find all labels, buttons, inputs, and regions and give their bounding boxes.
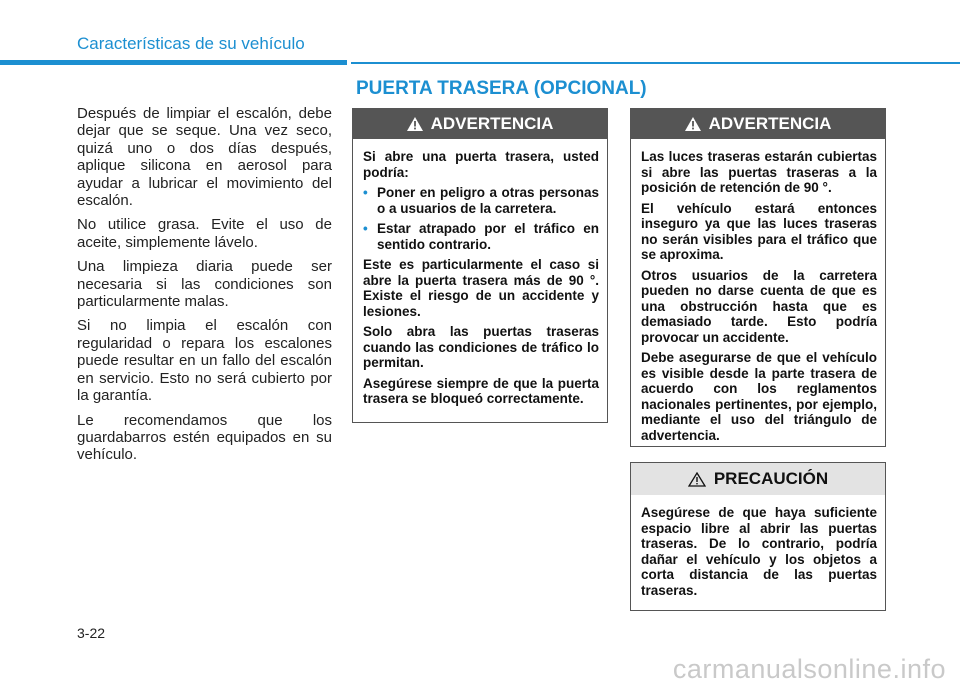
header-rule-thick (0, 60, 347, 65)
list-item-text: Estar atrapado por el tráfico en sentido contrario. (377, 221, 599, 252)
header-title: Características de su vehículo (77, 34, 305, 53)
paragraph: Después de limpiar el escalón, debe dejar que se seque. Una vez seco, quizá uno o dos días después, aplique silicona en aerosol para ayudar a lubricar el movimiento del escalón. (77, 105, 332, 210)
caution-header (631, 463, 885, 495)
warning-triangle-icon (688, 472, 706, 487)
warning-paragraph: Otros usuarios de la carretera pueden no darse cuenta de que es una obstrucción hasta que es demasiado tarde. Esto podría provocar un accidente. (641, 267, 877, 345)
caution-box (630, 462, 886, 611)
warning-paragraph: Debe asegurarse de que el vehículo es visible desde la parte trasera de acuerdo con los reglamentos nacionales pertinentes, por ejemplo, mediante el uso del triángulo de advertencia. (641, 350, 877, 443)
warning-paragraph: El vehículo estará entonces inseguro ya que las luces traseras no serán visibles para el tráfico que se aproxima. (641, 200, 877, 262)
warning-header (353, 109, 607, 139)
paragraph: Si no limpia el escalón con regularidad o repara los escalones puede resultar en un fallo del escalón en servicio. Esto no será cubierto por la garantía. (77, 317, 332, 405)
bullet-icon: • (363, 221, 368, 236)
warning-paragraph: Asegúrese siempre de que la puerta trasera se bloqueó correctamente. (363, 375, 599, 406)
warning-heading: ADVERTENCIA (430, 114, 554, 133)
page-number: 3-22 (77, 625, 106, 641)
list-item (363, 221, 599, 252)
paragraph: Una limpieza diaria puede ser necesaria si las condiciones son particularmente malas. (77, 258, 332, 311)
header-rule-thin (351, 62, 960, 64)
warning-box-1 (352, 108, 608, 423)
warning-paragraph: Solo abra las puertas traseras cuando las condiciones de tráfico lo permitan. (363, 324, 599, 370)
warning-triangle-icon (685, 117, 701, 131)
list-item-text: Poner en peligro a otras personas o a usuarios de la carretera. (377, 185, 599, 216)
caution-paragraph: Asegúrese de que haya suficiente espacio libre al abrir las puertas traseras. De lo contrario, podría dañar el vehículo y los objetos a corta distancia de las puertas traseras. (641, 505, 877, 598)
watermark: carmanualsonline.info (672, 654, 946, 684)
warning-triangle-icon (407, 117, 423, 131)
warning-paragraph: Las luces traseras estarán cubiertas si abre las puertas traseras a la posición de retención de 90 °. (641, 149, 877, 195)
paragraph: No utilice grasa. Evite el uso de aceite, simplemente lávelo. (77, 216, 332, 251)
list-item (363, 185, 599, 216)
warning-box-2 (630, 108, 886, 447)
warning-header (631, 109, 885, 139)
warning-paragraph: Este es particularmente el caso si abre la puerta trasera más de 90 °. Existe el riesgo de un accidente y lesiones. (363, 257, 599, 319)
warning-heading: ADVERTENCIA (708, 114, 832, 133)
paragraph: Le recomendamos que los guardabarros estén equipados en su vehículo. (77, 411, 332, 464)
caution-heading: PRECAUCIÓN (713, 469, 829, 488)
section-title: PUERTA TRASERA (OPCIONAL) (356, 78, 647, 99)
header-rule (0, 60, 960, 65)
warning-body (353, 139, 607, 420)
bullet-icon: • (363, 185, 368, 200)
warning-body (631, 139, 885, 456)
warning-intro: Si abre una puerta trasera, usted podría: (363, 149, 599, 180)
caution-body (631, 495, 885, 611)
left-column (77, 105, 332, 471)
